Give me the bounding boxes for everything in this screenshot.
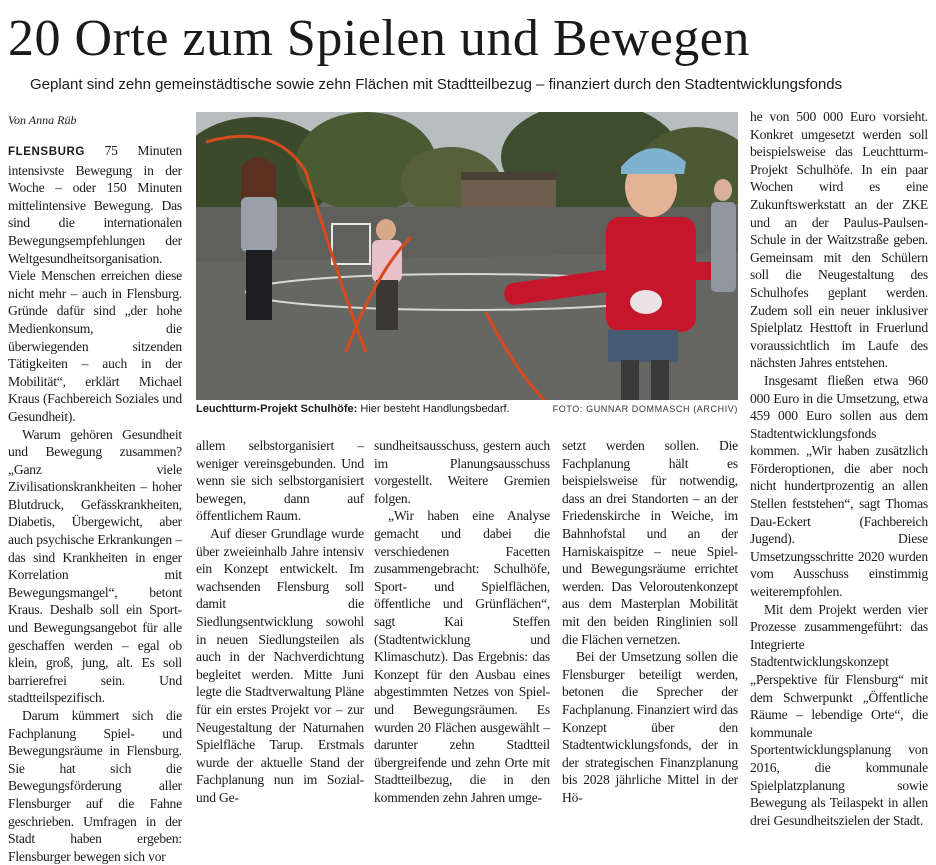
- article-photo: [196, 112, 738, 400]
- col5-paragraph-3: Mit dem Projekt werden vier Prozesse zusammengeführt: das Integrierte Stadtentwicklungskonzept „Perspektive für Flensburg“ mit dem Schwerpunkt „Öffentliche Räume – lebendige Orte“, die kommunale Sportentwicklungsplanung von 2016, die kommunale Spielplatzplanung sowie Bewegung als Teilaspekt in allen drei Gesundheitszielen der Stadt.: [750, 601, 928, 828]
- col5-paragraph-2: Insgesamt fließen etwa 960 000 Euro in die Umsetzung, etwa 459 000 Euro sollen aus dem Stadtentwicklungsfonds kommen. „Wir haben zusätzlich Förderoptionen, die aber noch nicht hundertprozentig an allen Stellen feststehen“, sagt Thomas Dau-Eckert (Fachbereich Jugend). Diese Umsetzungsschritte 2020 wurden vom Ausschuss einstimmig weiterempfohlen.: [750, 372, 928, 600]
- caption-lead: Leuchtturm-Projekt Schulhöfe:: [196, 403, 358, 415]
- col1-paragraph-2: Warum gehören Gesundheit und Bewegung zusammen? „Ganz viele Zivilisationskrankheiten – hoher Blutdruck, Gefässkrankheiten, Diabetis, Übergewicht, aber auch psychische Erkrankungen – das sind Krankheiten in enger Korrelation mit Bewegungsmangel“, betont Kraus. Deshalb soll ein Sport- und Bewegungsangebot für alle geschaffen werden – egal ob klein, groß, jung, alt. Es soll barrierefrei sein. Und stadtteilspezifisch.: [8, 426, 182, 706]
- col5-paragraph-1: he von 500 000 Euro vorsieht. Konkret umgesetzt werden soll beispielsweise das Leuchtturm-Projekt Schulhöfe. In ein paar Wochen wird es eine Zukunftswerkstatt an der ZKE und an der Paulus-Paulsen-Schule in der Waitzstraße geben. Gemeinsam mit den Schülern soll die Neugestaltung des Schulhofes geplant werden. Zudem soll ein neuer inklusiver Spielplatz Hesttoft in Fruerlund voraussichtlich im Laufe des nächsten Jahres entstehen.: [750, 109, 928, 371]
- article-column-5: [750, 108, 928, 829]
- col3-paragraph-2: „Wir haben eine Analyse gemacht und dabei die verschiedenen Facetten zusammengebracht: Schulhöfe, Sport- und Spielflächen, öffentliche und Grünflächen“, sagt Kai Steffen (Stadtentwicklung und Klimaschutz). Das Ergebnis: das Konzept für den Ausbau eines abgestimmten Netzes von Spiel- und Bewegungsräumen. Es wurden 20 Flächen ausgewählt – darunter zehn Stadtteil übergreifende und zehn Orte mit Stadtteilbezug, die in den kommenden zehn Jahren umge-: [374, 508, 550, 805]
- article-column-1: [8, 142, 182, 865]
- col2-paragraph-2: Auf dieser Grundlage wurde über zweieinhalb Jahre intensiv ein Konzept entwickelt. Im wachsenden Flensburg soll damit die Siedlungsentwicklung sowohl in neuen Siedlungsteilen als auch in der Nachverdichtung begleitet werden. Mitte Juni legte die Stadtverwaltung Pläne für ein erstes Projekt vor – zur Neugestaltung der Naturnahen Spielfläche Tarup. Erstmals wurde der aktuelle Stand der Fachplanung nun im Sozial- und Ge-: [196, 525, 364, 805]
- photo-caption: [196, 402, 738, 417]
- col3-paragraph-1: sundheitsausschuss, gestern auch im Planungsausschuss vorgestellt. Weitere Gremien folgen.: [374, 438, 550, 506]
- photo-credit: FOTO: GUNNAR DOMMASCH (ARCHIV): [552, 404, 738, 414]
- dateline: FLENSBURG: [8, 146, 85, 158]
- col1-paragraph-3: Darum kümmert sich die Fachplanung Spiel- und Bewegungsräume in Flensburg. Sie hat sich die Bewegungsförderung aller Flensburger auf die Fahne geschrieben. Umfragen in der Stadt haben ergeben: Flensburger bewegen sich vor: [8, 708, 182, 864]
- col2-paragraph-1: allem selbstorganisiert – weniger vereinsgebunden. Und wenn sie sich selbstorganisiert bewegen, dann auf öffentlichem Raum.: [196, 438, 364, 524]
- headline: 20 Orte zum Spielen und Bewegen: [8, 10, 750, 67]
- col4-paragraph-2: Bei der Umsetzung sollen die Flensburger beteiligt werden, betonen die Sprecher der Fachplanung. Finanziert wird das Konzept über den Stadtentwicklungsfonds, der in der strategischen Finanzplanung bis 2028 jährliche Mittel in der Hö-: [562, 649, 738, 805]
- article-column-3: [374, 437, 550, 806]
- col1-paragraph-1: FLENSBURG 75 Minuten intensivste Bewegung in der Woche – oder 150 Minuten mittelintensive Bewegung. Das sind die internationalen Bewegungsempfehlungen der Weltgesundheitsorganisation. Viele Menschen erreichen diese nicht mehr – auch in Flensburg. Gründe dafür sind „der hohe Medienkonsum, die überwiegenden sitzenden Tätigkeiten – auch in der Mobilität“, erklärt Michael Kraus (Fachbereich Soziales und Gesundheit).: [8, 143, 183, 424]
- col4-paragraph-1: setzt werden sollen. Die Fachplanung hält es beispielsweise für notwendig, dass an drei Standorten – an der Friedenskirche in Weiche, im Bahnhofstal und an der Harniskaispitze – neue Spiel- und Bewegungsräume errichtet werden. Das Veloroutenkonzept aus dem Masterplan Mobilität mit den beiden Ringlinien soll die Flächen vernetzen.: [562, 438, 738, 647]
- schoolyard-photo-illustration: [196, 112, 738, 400]
- subheadline: Geplant sind zehn gemeinstädtische sowie zehn Flächen mit Stadtteilbezug – finanziert durch den Stadtentwicklungsfonds: [30, 76, 843, 93]
- byline: Von Anna Rüb: [8, 113, 77, 127]
- article-column-2: [196, 437, 364, 806]
- caption-text: Hier besteht Handlungsbedarf.: [357, 403, 510, 415]
- article-column-4: [562, 437, 738, 806]
